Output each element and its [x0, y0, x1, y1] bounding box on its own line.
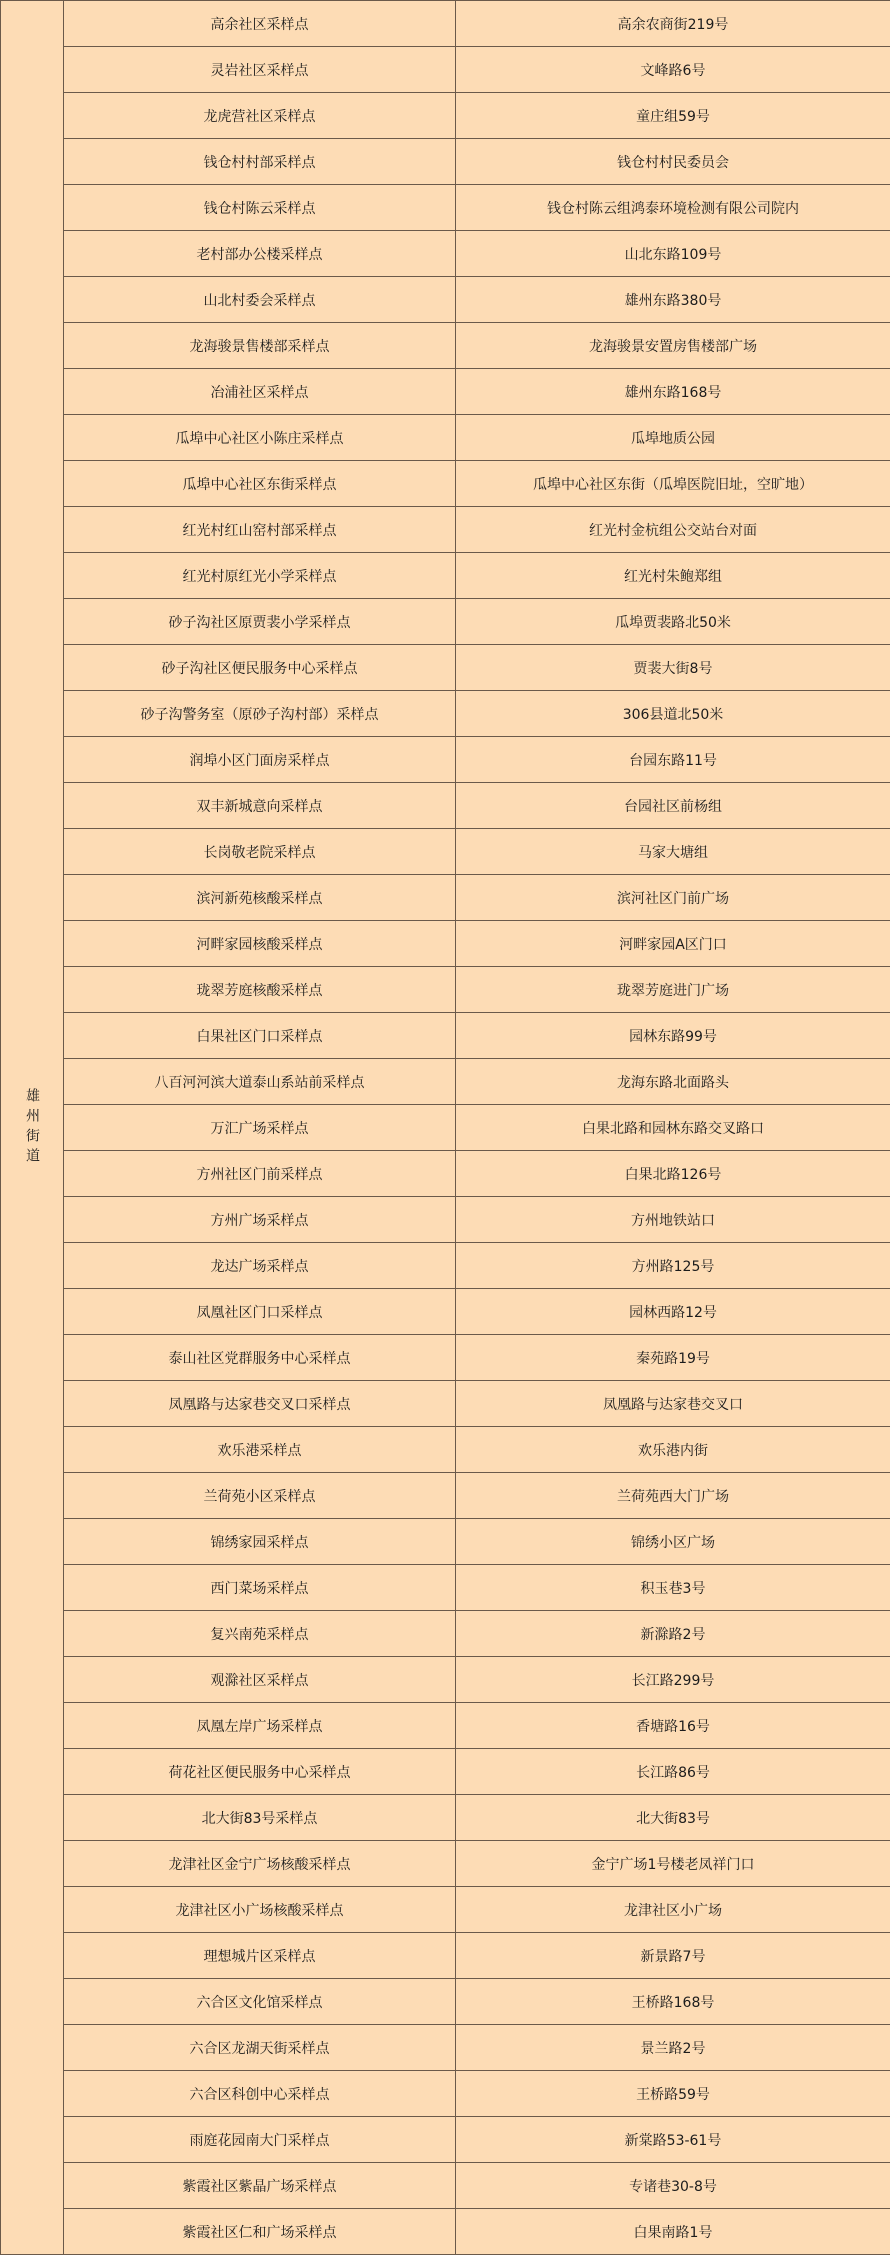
table-row	[1, 737, 890, 783]
table-row	[1, 1795, 890, 1841]
table-row	[1, 1381, 890, 1427]
site-address-cell: 台园社区前杨组	[456, 783, 890, 829]
site-address-cell: 童庄组59号	[456, 93, 890, 139]
site-name-cell: 凤凰路与达家巷交叉口采样点	[64, 1381, 456, 1427]
table-row	[1, 645, 890, 691]
site-address-cell: 珑翠芳庭进门广场	[456, 967, 890, 1013]
site-address-cell: 雄州东路168号	[456, 369, 890, 415]
table-row	[1, 415, 890, 461]
site-address-cell: 凤凰路与达家巷交叉口	[456, 1381, 890, 1427]
table-row	[1, 2117, 890, 2163]
site-name-cell: 泰山社区党群服务中心采样点	[64, 1335, 456, 1381]
site-name-cell: 砂子沟警务室（原砂子沟村部）采样点	[64, 691, 456, 737]
site-name-cell: 长岗敬老院采样点	[64, 829, 456, 875]
table-row	[1, 967, 890, 1013]
site-name-cell: 西门菜场采样点	[64, 1565, 456, 1611]
site-address-cell: 山北东路109号	[456, 231, 890, 277]
table-row	[1, 1151, 890, 1197]
table-row	[1, 1289, 890, 1335]
site-address-cell: 园林东路99号	[456, 1013, 890, 1059]
site-address-cell: 王桥路168号	[456, 1979, 890, 2025]
table-row	[1, 323, 890, 369]
table-row	[1, 47, 890, 93]
site-address-cell: 306县道北50米	[456, 691, 890, 737]
table-row	[1, 1197, 890, 1243]
site-address-cell: 方州路125号	[456, 1243, 890, 1289]
site-name-cell: 万汇广场采样点	[64, 1105, 456, 1151]
site-address-cell: 贾裴大街8号	[456, 645, 890, 691]
table-row	[1, 1979, 890, 2025]
site-address-cell: 龙津社区小广场	[456, 1887, 890, 1933]
site-name-cell: 紫霞社区仁和广场采样点	[64, 2209, 456, 2255]
site-address-cell: 秦苑路19号	[456, 1335, 890, 1381]
table-row	[1, 783, 890, 829]
site-address-cell: 金宁广场1号楼老凤祥门口	[456, 1841, 890, 1887]
site-name-cell: 兰荷苑小区采样点	[64, 1473, 456, 1519]
site-address-cell: 红光村朱鲍郑组	[456, 553, 890, 599]
site-address-cell: 河畔家园A区门口	[456, 921, 890, 967]
table-row	[1, 1703, 890, 1749]
table-row	[1, 829, 890, 875]
site-name-cell: 灵岩社区采样点	[64, 47, 456, 93]
table-row	[1, 93, 890, 139]
table-row	[1, 1059, 890, 1105]
site-name-cell: 双丰新城意向采样点	[64, 783, 456, 829]
table-row	[1, 921, 890, 967]
site-name-cell: 六合区科创中心采样点	[64, 2071, 456, 2117]
site-address-cell: 欢乐港内街	[456, 1427, 890, 1473]
site-address-cell: 龙海骏景安置房售楼部广场	[456, 323, 890, 369]
site-address-cell: 北大街83号	[456, 1795, 890, 1841]
site-name-cell: 龙虎营社区采样点	[64, 93, 456, 139]
table-row	[1, 1013, 890, 1059]
site-name-cell: 老村部办公楼采样点	[64, 231, 456, 277]
site-address-cell: 马家大塘组	[456, 829, 890, 875]
site-name-cell: 钱仓村村部采样点	[64, 139, 456, 185]
site-name-cell: 河畔家园核酸采样点	[64, 921, 456, 967]
site-address-cell: 方州地铁站口	[456, 1197, 890, 1243]
site-name-cell: 龙达广场采样点	[64, 1243, 456, 1289]
site-name-cell: 凤凰左岸广场采样点	[64, 1703, 456, 1749]
table-row	[1, 691, 890, 737]
table-row	[1, 1105, 890, 1151]
site-name-cell: 龙津社区金宁广场核酸采样点	[64, 1841, 456, 1887]
table-row	[1, 1427, 890, 1473]
site-address-cell: 新滁路2号	[456, 1611, 890, 1657]
site-name-cell: 砂子沟社区便民服务中心采样点	[64, 645, 456, 691]
site-name-cell: 荷花社区便民服务中心采样点	[64, 1749, 456, 1795]
table-body	[1, 1, 890, 2255]
site-name-cell: 红光村红山窑村部采样点	[64, 507, 456, 553]
site-name-cell: 高余社区采样点	[64, 1, 456, 47]
site-address-cell: 瓜埠地质公园	[456, 415, 890, 461]
site-name-cell: 六合区龙湖天街采样点	[64, 2025, 456, 2071]
table-row	[1, 1473, 890, 1519]
table-row	[1, 277, 890, 323]
site-name-cell: 紫霞社区紫晶广场采样点	[64, 2163, 456, 2209]
site-name-cell: 观滁社区采样点	[64, 1657, 456, 1703]
site-address-cell: 文峰路6号	[456, 47, 890, 93]
site-name-cell: 方州广场采样点	[64, 1197, 456, 1243]
site-name-cell: 欢乐港采样点	[64, 1427, 456, 1473]
table-row	[1, 2025, 890, 2071]
site-name-cell: 六合区文化馆采样点	[64, 1979, 456, 2025]
site-address-cell: 专诸巷30-8号	[456, 2163, 890, 2209]
table-row	[1, 2209, 890, 2255]
site-address-cell: 白果北路126号	[456, 1151, 890, 1197]
site-address-cell: 白果南路1号	[456, 2209, 890, 2255]
site-address-cell: 白果北路和园林东路交叉路口	[456, 1105, 890, 1151]
site-name-cell: 龙海骏景售楼部采样点	[64, 323, 456, 369]
table-row	[1, 599, 890, 645]
table-row	[1, 1565, 890, 1611]
table-row	[1, 1, 890, 47]
table-row	[1, 1887, 890, 1933]
site-name-cell: 八百河河滨大道泰山系站前采样点	[64, 1059, 456, 1105]
site-address-cell: 长江路299号	[456, 1657, 890, 1703]
site-name-cell: 珑翠芳庭核酸采样点	[64, 967, 456, 1013]
site-address-cell: 锦绣小区广场	[456, 1519, 890, 1565]
site-name-cell: 雨庭花园南大门采样点	[64, 2117, 456, 2163]
site-name-cell: 方州社区门前采样点	[64, 1151, 456, 1197]
site-address-cell: 高余农商街219号	[456, 1, 890, 47]
site-name-cell: 冶浦社区采样点	[64, 369, 456, 415]
site-name-cell: 北大街83号采样点	[64, 1795, 456, 1841]
district-cell: 雄州街道	[1, 1, 64, 2255]
table-row	[1, 1657, 890, 1703]
table-row	[1, 1933, 890, 1979]
site-name-cell: 山北村委会采样点	[64, 277, 456, 323]
table-row	[1, 185, 890, 231]
site-name-cell: 白果社区门口采样点	[64, 1013, 456, 1059]
site-name-cell: 瓜埠中心社区小陈庄采样点	[64, 415, 456, 461]
site-address-cell: 雄州东路380号	[456, 277, 890, 323]
site-address-cell: 香塘路16号	[456, 1703, 890, 1749]
site-address-cell: 钱仓村陈云组鸿泰环境检测有限公司院内	[456, 185, 890, 231]
site-name-cell: 龙津社区小广场核酸采样点	[64, 1887, 456, 1933]
site-address-cell: 园林西路12号	[456, 1289, 890, 1335]
table-row	[1, 1519, 890, 1565]
table-row	[1, 1841, 890, 1887]
table-row	[1, 461, 890, 507]
site-name-cell: 锦绣家园采样点	[64, 1519, 456, 1565]
table-row	[1, 369, 890, 415]
site-address-cell: 新景路7号	[456, 1933, 890, 1979]
site-address-cell: 王桥路59号	[456, 2071, 890, 2117]
table-row	[1, 1611, 890, 1657]
site-address-cell: 新棠路53-61号	[456, 2117, 890, 2163]
site-address-cell: 兰荷苑西大门广场	[456, 1473, 890, 1519]
site-name-cell: 钱仓村陈云采样点	[64, 185, 456, 231]
site-address-cell: 台园东路11号	[456, 737, 890, 783]
site-address-cell: 积玉巷3号	[456, 1565, 890, 1611]
site-address-cell: 钱仓村村民委员会	[456, 139, 890, 185]
site-name-cell: 复兴南苑采样点	[64, 1611, 456, 1657]
table-row	[1, 1749, 890, 1795]
table-row	[1, 139, 890, 185]
table-row	[1, 875, 890, 921]
table-row	[1, 1243, 890, 1289]
table-row	[1, 553, 890, 599]
site-name-cell: 凤凰社区门口采样点	[64, 1289, 456, 1335]
site-name-cell: 瓜埠中心社区东街采样点	[64, 461, 456, 507]
table-row	[1, 2071, 890, 2117]
site-name-cell: 理想城片区采样点	[64, 1933, 456, 1979]
site-name-cell: 砂子沟社区原贾裴小学采样点	[64, 599, 456, 645]
site-name-cell: 红光村原红光小学采样点	[64, 553, 456, 599]
site-address-cell: 景兰路2号	[456, 2025, 890, 2071]
site-name-cell: 润埠小区门面房采样点	[64, 737, 456, 783]
site-name-cell: 滨河新苑核酸采样点	[64, 875, 456, 921]
site-address-cell: 瓜埠中心社区东街（瓜埠医院旧址，空旷地）	[456, 461, 890, 507]
site-address-cell: 长江路86号	[456, 1749, 890, 1795]
table-row	[1, 1335, 890, 1381]
site-address-cell: 滨河社区门前广场	[456, 875, 890, 921]
site-address-cell: 红光村金杭组公交站台对面	[456, 507, 890, 553]
site-address-cell: 瓜埠贾裴路北50米	[456, 599, 890, 645]
site-address-cell: 龙海东路北面路头	[456, 1059, 890, 1105]
table-row	[1, 2163, 890, 2209]
table-row	[1, 507, 890, 553]
table-row	[1, 231, 890, 277]
